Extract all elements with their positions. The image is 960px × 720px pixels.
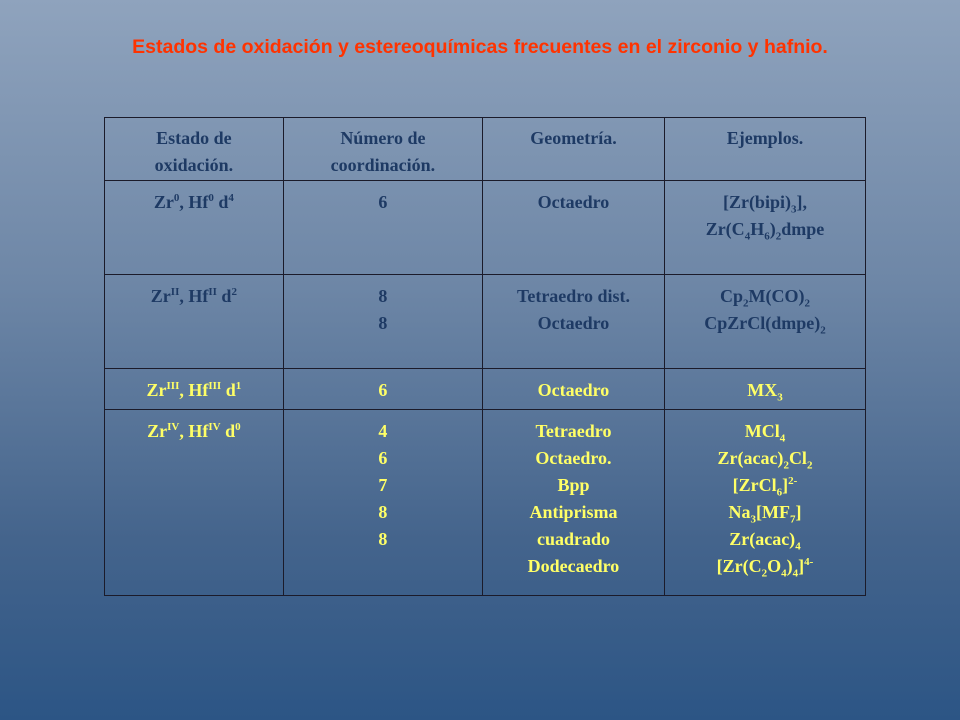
state-part: Zr [147,421,168,441]
formula-part: 2 [806,459,813,472]
formula-part: CpZrCl(dmpe) [704,313,821,333]
header-line: Geometría. [530,128,617,148]
formula-part: 2 [742,297,749,310]
geometry-cell [483,410,665,596]
example-formula [669,310,861,337]
state-part: 4 [228,192,234,204]
header-oxidation-state [105,118,284,181]
state-part: 0 [208,192,214,204]
geometry-value: Antiprisma [529,502,618,522]
formula-part: H [750,219,765,239]
coordination-number-cell [283,410,482,596]
geometry-value: Tetraedro dist. [516,286,630,306]
geometry-value: Octaedro [537,313,610,333]
header-line: oxidación. [154,155,234,175]
table-row [105,275,866,369]
geometry-value: Tetraedro [535,421,612,441]
coordination-number-cell [283,181,482,275]
example-formula [669,526,861,553]
formula-part: 4 [781,567,787,580]
header-geometry [483,118,665,181]
formula-part: 4 [792,567,799,580]
header-coordination-number [283,118,482,181]
formula-part: MX [747,380,778,400]
state-part: II [170,286,180,298]
formula-part: 4 [779,432,786,445]
oxidation-state-cell [105,181,284,275]
state-part: II [208,286,217,298]
formula-part: 2 [783,459,789,472]
formula-part: ) [769,219,776,239]
coordination-value: 6 [378,192,388,212]
state-part: Zr [153,192,174,212]
table-row [105,181,866,275]
state-part: d [213,192,229,212]
formula-part: Cp [719,286,743,306]
example-formula [669,189,861,216]
formula-part: 7 [789,513,796,526]
examples-cell [664,181,865,275]
example-formula [669,216,861,243]
coordination-value: 8 [378,313,388,333]
geometry-value: Octaedro [537,380,610,400]
state-part: 0 [235,421,241,433]
formula-part: ] [782,475,789,495]
formula-part: Zr(acac) [729,529,796,549]
formula-part: 3 [790,203,797,216]
state-part: 0 [173,192,180,204]
coordination-value: 7 [378,475,388,495]
slide-title: Estados de oxidación y estereoquímicas frecuentes en el zirconio y hafnio. [132,36,828,58]
state-part: Zr [146,380,167,400]
formula-part: ] [795,502,802,522]
coordination-number-cell [283,369,482,410]
coordination-value: 4 [378,421,388,441]
state-part: , Hf [179,421,209,441]
state-part: IV [167,421,180,433]
formula-charge: 4- [804,556,814,568]
examples-cell [664,410,865,596]
formula-part: ] [798,556,805,576]
state-part: III [208,380,222,392]
state-part: , Hf [179,192,209,212]
coordination-value: 8 [378,286,388,306]
formula-part: Cl [788,448,807,468]
example-formula [669,499,861,526]
formula-part: 6 [764,230,770,243]
geometry-value: Bpp [557,475,590,495]
header-line: Ejemplos. [726,128,804,148]
examples-cell [664,369,865,410]
geometry-cell [483,369,665,410]
oxidation-state-cell [105,410,284,596]
table-row [105,410,866,596]
formula-part: 2 [775,230,782,243]
example-formula [669,283,861,310]
formula-charge: 2- [788,475,798,487]
example-formula [669,445,861,472]
example-formula [669,553,861,580]
state-part: d [221,380,236,400]
formula-part: ) [786,556,793,576]
formula-part: Zr(C [705,219,745,239]
oxidation-states-table [104,117,866,596]
example-formula [669,418,861,445]
examples-cell [664,275,865,369]
formula-part: O [767,556,782,576]
formula-part: ], [796,192,807,212]
geometry-value: Octaedro. [535,448,612,468]
formula-part: Zr(acac) [717,448,784,468]
state-part: III [166,380,180,392]
geometry-value: Octaedro [537,192,610,212]
state-part: d [216,286,232,306]
formula-part: [ZrCl [732,475,777,495]
coordination-value: 6 [378,448,388,468]
formula-part: 2 [804,297,810,310]
state-part: 1 [235,380,242,392]
state-part: d [220,421,236,441]
example-formula [669,377,861,404]
formula-part: 4 [795,540,801,553]
coordination-value: 8 [378,529,388,549]
table-row [105,369,866,410]
formula-part: [MF [755,502,790,522]
oxidation-state-cell [105,275,284,369]
formula-part: M(CO) [748,286,805,306]
formula-part: 3 [777,391,783,404]
formula-part: 4 [744,230,751,243]
header-line: coordinación. [330,155,436,175]
formula-part: MCl [744,421,780,441]
oxidation-state-cell [105,369,284,410]
state-part: Zr [150,286,171,306]
formula-part: 6 [776,486,783,499]
formula-part: 2 [820,324,826,337]
table-header-row [105,118,866,181]
formula-part: dmpe [781,219,825,239]
state-part: , Hf [179,286,209,306]
state-part: 2 [231,286,237,298]
state-part: IV [208,421,221,433]
coordination-number-cell [283,275,482,369]
header-line: Número de [340,128,426,148]
geometry-cell [483,181,665,275]
header-examples [664,118,865,181]
geometry-value: Dodecaedro [527,556,620,576]
coordination-value: 6 [378,380,388,400]
formula-part: 2 [761,567,768,580]
coordination-value: 8 [378,502,388,522]
geometry-value: cuadrado [536,529,610,549]
formula-part: Na [728,502,751,522]
example-formula [669,472,861,499]
formula-part: [Zr(C [716,556,762,576]
state-part: , Hf [179,380,209,400]
formula-part: 3 [750,513,756,526]
geometry-cell [483,275,665,369]
header-line: Estado de [156,128,232,148]
formula-part: [Zr(bipi) [722,192,791,212]
